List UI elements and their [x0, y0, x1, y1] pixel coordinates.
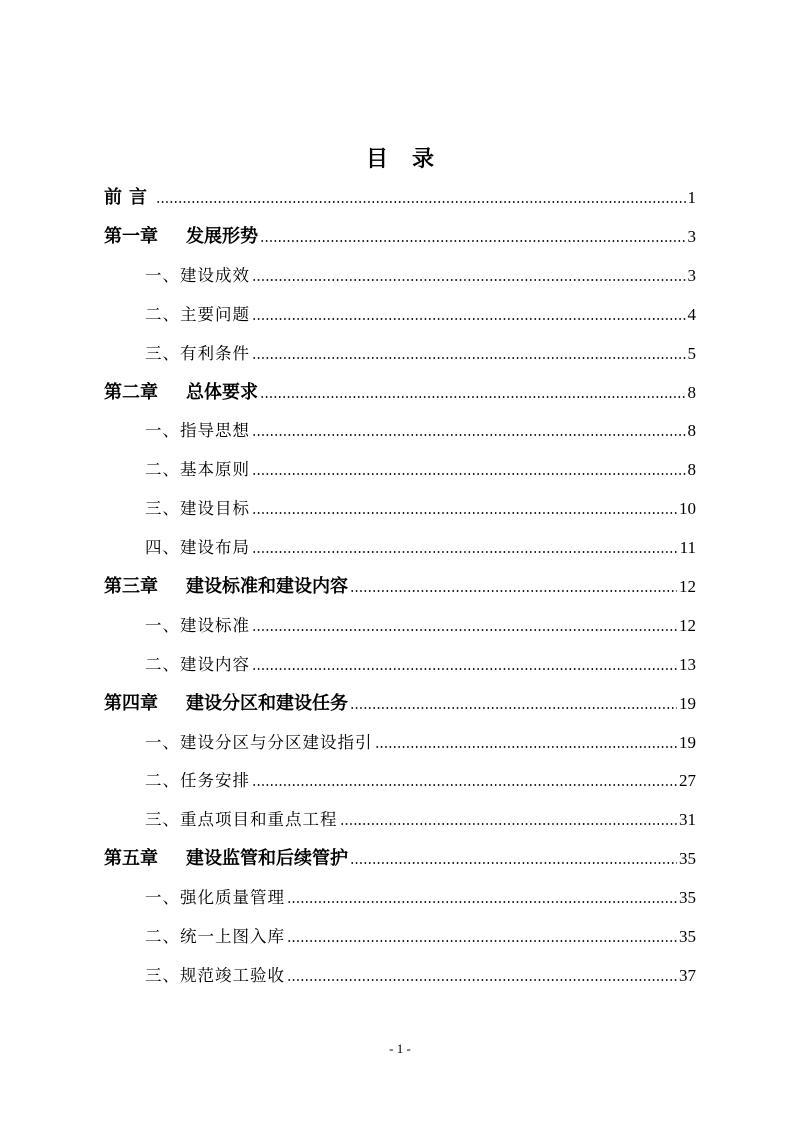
toc-entry-page: 8 — [687, 383, 696, 402]
toc-entry-title: 一、强化质量管理 — [145, 888, 285, 907]
toc-entry-title: 二、任务安排 — [145, 771, 250, 790]
toc-entry-section[interactable] — [145, 264, 696, 288]
toc-entry-title: 一、指导思想 — [145, 421, 250, 440]
toc-entry-section[interactable] — [145, 808, 696, 832]
dot-leader — [260, 238, 686, 244]
toc-entry-title: 二、统一上图入库 — [145, 927, 285, 946]
toc-entry-title: 三、规范竣工验收 — [145, 966, 285, 985]
toc-heading: 目录 — [365, 147, 458, 172]
toc-entry-page: 19 — [679, 694, 696, 713]
toc-entry-title: 四、建设布局 — [145, 538, 250, 557]
toc-entry-title: 三、建设目标 — [145, 499, 250, 518]
toc-entry-chapter-1[interactable] — [104, 225, 696, 249]
dot-leader — [156, 199, 686, 205]
toc-entry-chapter-4[interactable] — [104, 692, 696, 716]
dot-leader — [252, 782, 677, 788]
page-number-footer: - 1 - — [389, 1041, 411, 1056]
dot-leader — [252, 277, 686, 283]
dot-leader — [287, 938, 677, 944]
toc-entry-page: 1 — [687, 188, 696, 207]
toc-entry-section[interactable] — [145, 614, 696, 638]
chapter-number: 第五章 — [104, 848, 158, 869]
toc-entry-page: 35 — [679, 888, 696, 907]
toc-entry-chapter-2[interactable] — [104, 381, 696, 405]
toc-entry-title: 一、建设标准 — [145, 616, 250, 635]
toc-entry-title: 二、主要问题 — [145, 305, 250, 324]
dot-leader — [350, 588, 677, 594]
chapter-number: 第三章 — [104, 576, 158, 597]
dot-leader — [252, 510, 677, 516]
dot-leader — [260, 394, 686, 400]
toc-entry-page: 31 — [679, 810, 696, 829]
toc-entry-page: 19 — [679, 733, 696, 752]
toc-entry-title: 总体要求 — [186, 382, 258, 403]
toc-entry-section[interactable] — [145, 769, 696, 793]
dot-leader — [252, 432, 686, 438]
toc-entry-title: 建设监管和后续管护 — [186, 848, 348, 869]
toc-entry-page: 3 — [687, 227, 696, 246]
toc-entry-section[interactable] — [145, 303, 696, 327]
toc-entry-page: 12 — [679, 577, 696, 596]
toc-entry-page: 10 — [679, 499, 696, 518]
toc-entry-section[interactable] — [145, 731, 696, 755]
toc-entry-page: 35 — [679, 849, 696, 868]
dot-leader — [375, 744, 678, 750]
toc-entry-section[interactable] — [145, 886, 696, 910]
toc-entry-page: 8 — [687, 421, 696, 440]
dot-leader — [252, 316, 686, 322]
toc-entry-page: 37 — [679, 966, 696, 985]
toc-entry-section[interactable] — [145, 342, 696, 366]
toc-entry-title: 三、有利条件 — [145, 344, 250, 363]
toc-entry-page: 3 — [687, 266, 696, 285]
toc-entry-page: 13 — [679, 655, 696, 674]
toc-entry-preface[interactable] — [104, 186, 696, 210]
toc-entry-title: 一、建设分区与分区建设指引 — [145, 733, 373, 752]
dot-leader — [350, 860, 677, 866]
chapter-number: 第一章 — [104, 226, 158, 247]
dot-leader — [340, 821, 678, 827]
dot-leader — [252, 549, 678, 555]
toc-entry-title: 一、建设成效 — [145, 266, 250, 285]
toc-entry-section[interactable] — [145, 536, 696, 560]
toc-entry-chapter-3[interactable] — [104, 575, 696, 599]
dot-leader — [252, 471, 686, 477]
toc-entry-page: 5 — [687, 344, 696, 363]
toc-entry-section[interactable] — [145, 653, 696, 677]
dot-leader — [252, 627, 677, 633]
toc-entry-page: 8 — [687, 460, 696, 479]
dot-leader — [287, 977, 677, 983]
toc-entry-section[interactable] — [145, 497, 696, 521]
chapter-number: 第四章 — [104, 693, 158, 714]
toc-entry-title: 建设分区和建设任务 — [186, 693, 348, 714]
toc-entry-page: 35 — [679, 927, 696, 946]
toc-entry-title: 三、重点项目和重点工程 — [145, 810, 338, 829]
toc-entry-page: 11 — [679, 538, 696, 557]
toc-entry-title: 二、建设内容 — [145, 655, 250, 674]
toc-entry-page: 27 — [679, 771, 696, 790]
toc-entry-title: 发展形势 — [186, 226, 258, 247]
toc-entry-title: 前言 — [104, 187, 154, 208]
toc-entry-section[interactable] — [145, 419, 696, 443]
dot-leader — [252, 666, 677, 672]
toc-entry-page: 12 — [679, 616, 696, 635]
dot-leader — [287, 899, 677, 905]
toc-entry-section[interactable] — [145, 458, 696, 482]
toc-entry-section[interactable] — [145, 964, 696, 988]
dot-leader — [350, 705, 677, 711]
toc-entry-title: 建设标准和建设内容 — [186, 576, 348, 597]
toc-entry-section[interactable] — [145, 925, 696, 949]
dot-leader — [252, 355, 686, 361]
chapter-number: 第二章 — [104, 382, 158, 403]
toc-entry-title: 二、基本原则 — [145, 460, 250, 479]
toc-entry-page: 4 — [687, 305, 696, 324]
toc-entry-chapter-5[interactable] — [104, 847, 696, 871]
